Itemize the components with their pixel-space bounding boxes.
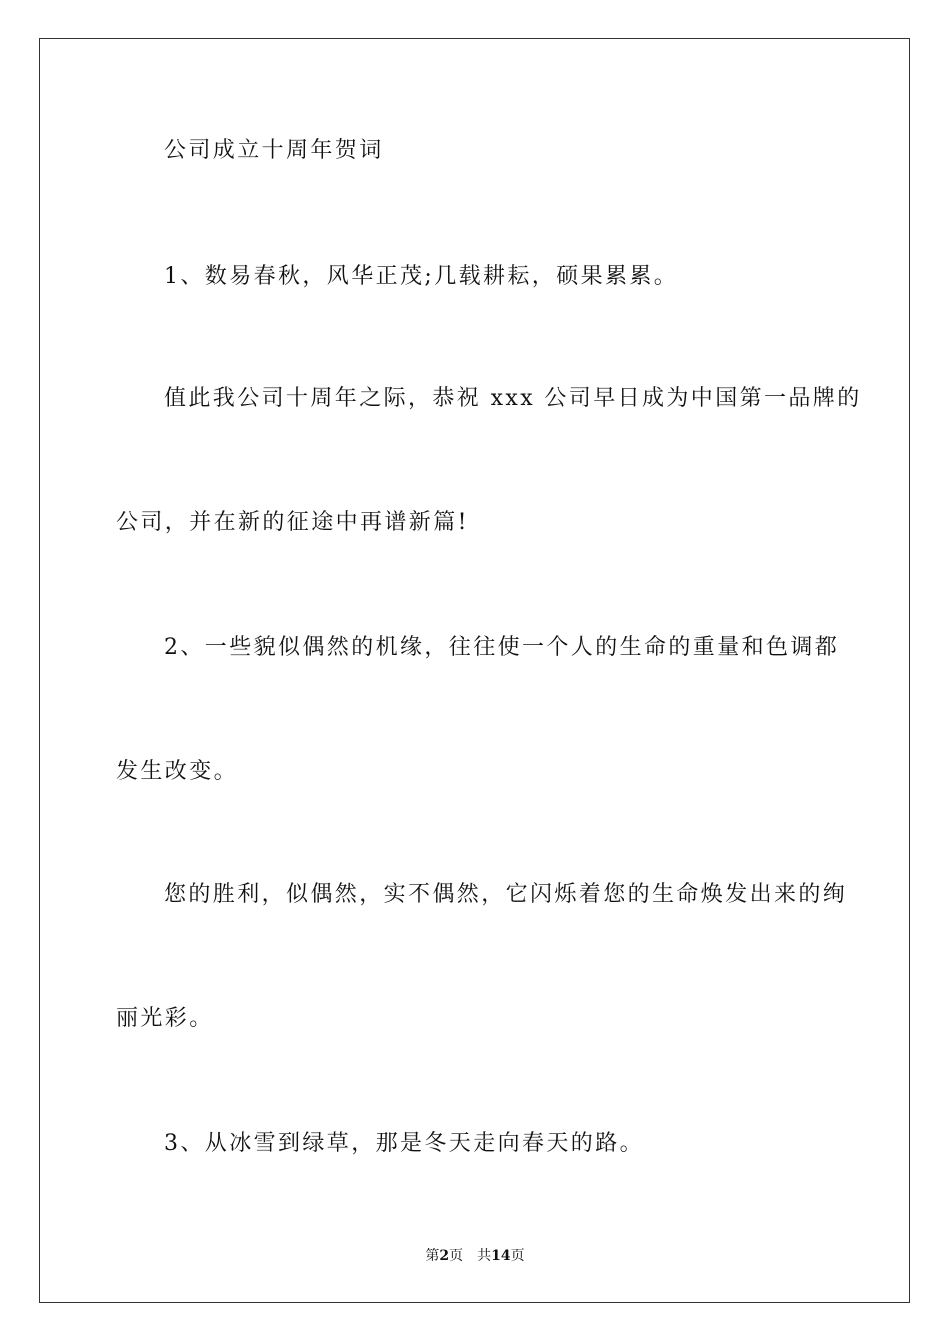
paragraph-line-6: 您的胜利，似偶然，实不偶然，它闪烁着您的生命焕发出来的绚 (164, 882, 848, 907)
total-suffix: 页 (510, 1248, 525, 1264)
document-title: 公司成立十周年贺词 (164, 138, 384, 163)
page-number: 2 (439, 1248, 450, 1264)
page-prefix: 第 (425, 1248, 440, 1264)
total-pages: 14 (491, 1248, 511, 1264)
paragraph-line-7: 丽光彩。 (116, 1006, 214, 1031)
paragraph-line-8: 3、从冰雪到绿草，那是冬天走向春天的路。 (164, 1131, 644, 1156)
page-border (39, 38, 910, 1303)
page-footer (0, 1246, 950, 1266)
paragraph-line-1: 1、数易春秋，风华正茂;几载耕耘，硕果累累。 (164, 264, 679, 289)
total-prefix: 共 (477, 1248, 492, 1264)
paragraph-line-3: 公司，并在新的征途中再谱新篇! (116, 510, 469, 535)
paragraph-line-2: 值此我公司十周年之际，恭祝 xxx 公司早日成为中国第一品牌的 (164, 386, 862, 411)
paragraph-line-4: 2、一些貌似偶然的机缘，往往使一个人的生命的重量和色调都 (164, 635, 840, 660)
page-suffix: 页 (449, 1248, 464, 1264)
paragraph-line-5: 发生改变。 (116, 759, 239, 784)
